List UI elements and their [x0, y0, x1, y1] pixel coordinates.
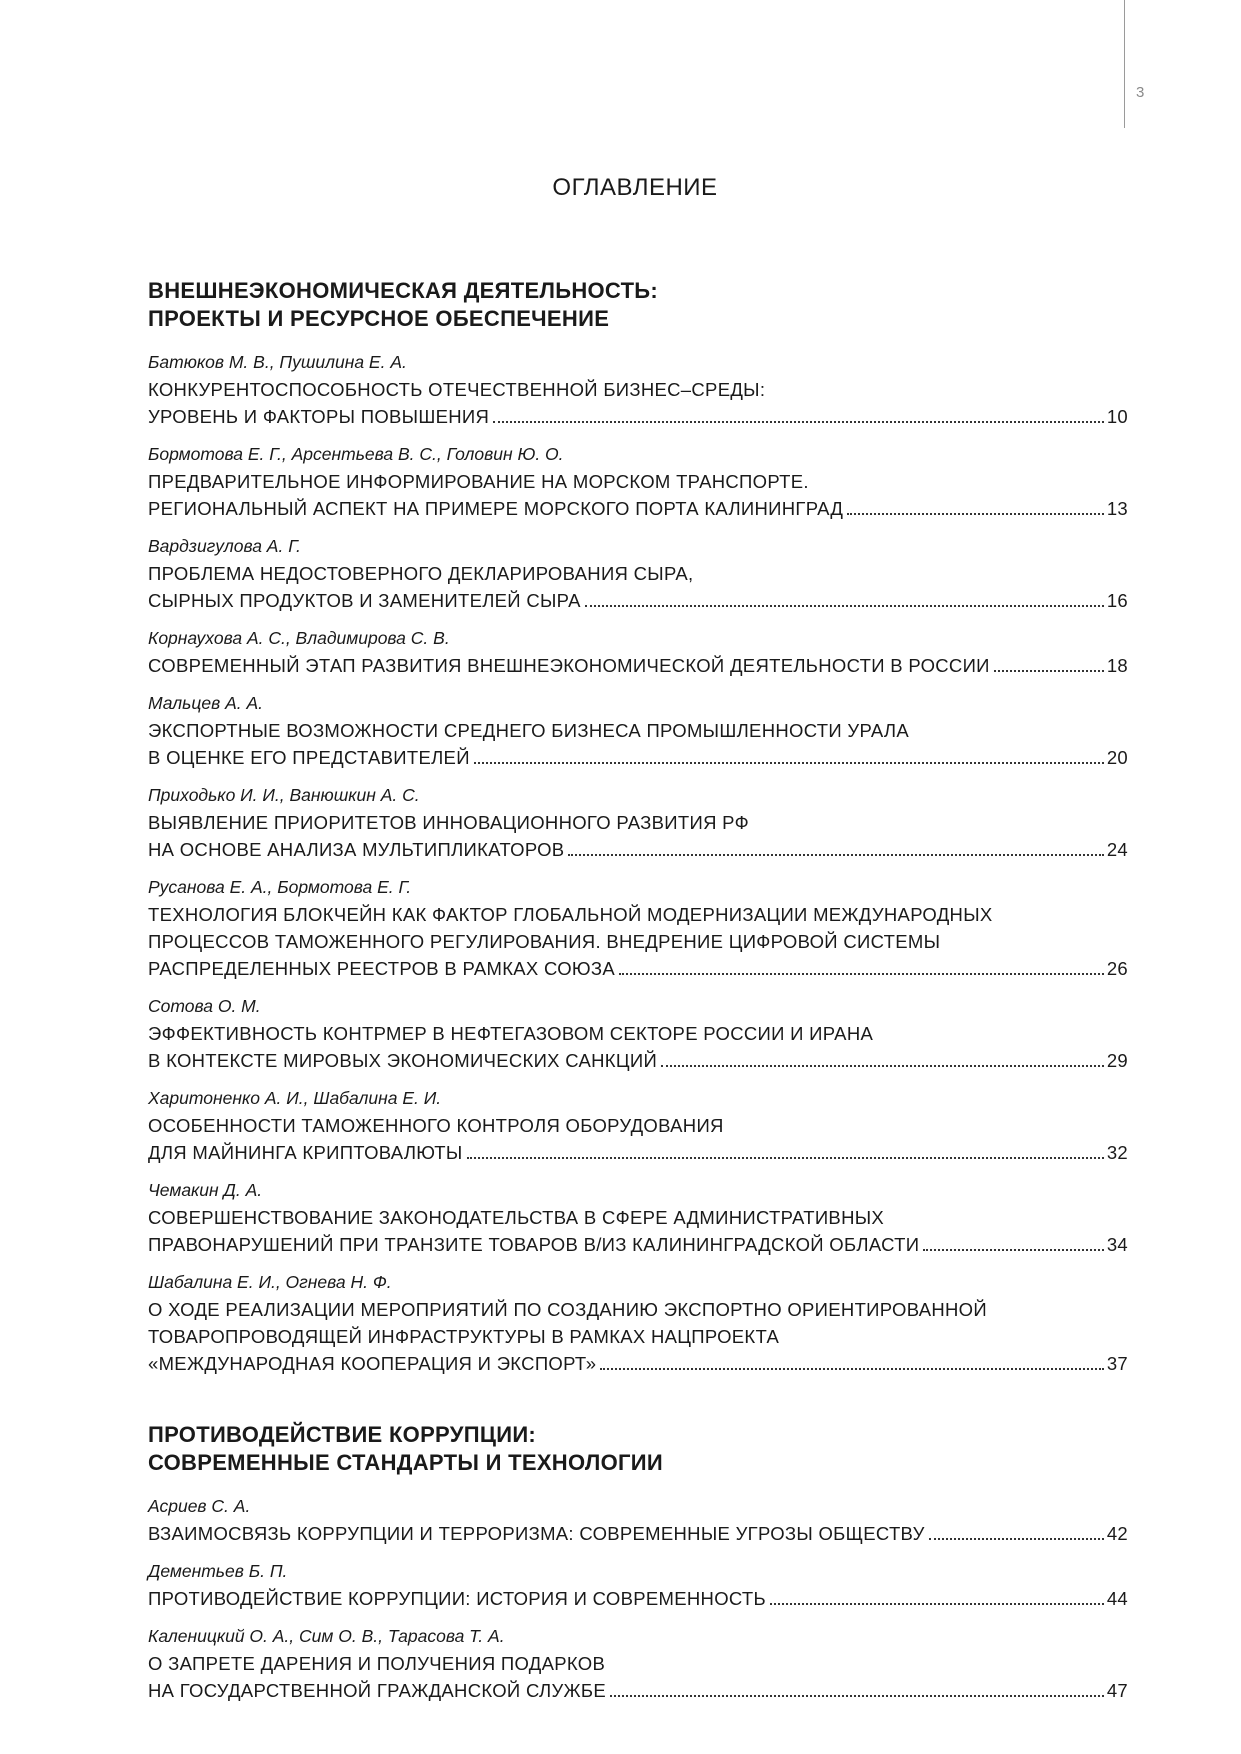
entry-title-line: СОВЕРШЕНСТВОВАНИЕ ЗАКОНОДАТЕЛЬСТВА В СФЕРЕ АДМИНИСТРАТИВНЫХ	[148, 1207, 885, 1228]
entry-page-number[interactable]: 44	[1106, 1588, 1128, 1609]
entry-title-row	[148, 652, 1128, 679]
entry-page-number[interactable]: 20	[1106, 747, 1128, 768]
entry-title-line: ДЛЯ МАЙНИНГА КРИПТОВАЛЮТЫ	[148, 1142, 463, 1163]
entry-title-line: СОВРЕМЕННЫЙ ЭТАП РАЗВИТИЯ ВНЕШНЕЭКОНОМИЧЕСКОЙ ДЕЯТЕЛЬНОСТИ В РОССИИ	[148, 655, 990, 676]
entry-title-row	[148, 495, 1128, 522]
entry-title-line: ЭФФЕКТИВНОСТЬ КОНТРМЕР В НЕФТЕГАЗОВОМ СЕКТОРЕ РОССИИ И ИРАНА	[148, 1023, 874, 1044]
entry-authors: Асриев С. А.	[148, 1496, 251, 1516]
entry-title-row	[148, 1585, 1128, 1612]
entry-page-number[interactable]: 18	[1106, 655, 1128, 676]
entry-title-line: РАСПРЕДЕЛЕННЫХ РЕЕСТРОВ В РАМКАХ СОЮЗА	[148, 958, 616, 979]
entry-page-number[interactable]: 13	[1106, 498, 1128, 519]
entry-title-line: НА ОСНОВЕ АНАЛИЗА МУЛЬТИПЛИКАТОРОВ	[148, 839, 565, 860]
dot-leader	[585, 605, 1104, 607]
entry-authors: Батюков М. В., Пушилина Е. А.	[148, 352, 407, 372]
dot-leader	[994, 670, 1104, 672]
entry-authors: Вардзигулова А. Г.	[148, 536, 301, 556]
table-of-contents	[148, 277, 1128, 1748]
entry-title-line: «МЕЖДУНАРОДНАЯ КООПЕРАЦИЯ И ЭКСПОРТ»	[148, 1353, 597, 1374]
entry-authors: Дементьев Б. П.	[148, 1561, 288, 1581]
entry-title-row	[148, 836, 1128, 863]
entry-page-number[interactable]: 34	[1106, 1234, 1128, 1255]
section-title-line: СОВРЕМЕННЫЕ СТАНДАРТЫ И ТЕХНОЛОГИИ	[148, 1450, 663, 1475]
entry-authors: Корнаухова А. С., Владимирова С. В.	[148, 628, 450, 648]
entry-title-row	[148, 1677, 1128, 1704]
entry-title-line: НА ГОСУДАРСТВЕННОЙ ГРАЖДАНСКОЙ СЛУЖБЕ	[148, 1680, 606, 1701]
dot-leader	[661, 1065, 1104, 1067]
dot-leader	[770, 1603, 1104, 1605]
entry-title-line: В КОНТЕКСТЕ МИРОВЫХ ЭКОНОМИЧЕСКИХ САНКЦИЙ	[148, 1050, 658, 1071]
toc-entry[interactable]	[148, 1085, 1128, 1166]
toc-entry[interactable]	[148, 874, 1128, 982]
dot-leader	[929, 1538, 1104, 1540]
entry-page-number[interactable]: 37	[1106, 1353, 1128, 1374]
entry-title-row	[148, 1047, 1128, 1074]
entry-page-number[interactable]: 42	[1106, 1523, 1128, 1544]
section-title	[148, 277, 1128, 333]
entry-title-line: ПРЕДВАРИТЕЛЬНОЕ ИНФОРМИРОВАНИЕ НА МОРСКОМ ТРАНСПОРТЕ.	[148, 471, 809, 492]
entry-authors: Чемакин Д. А.	[148, 1180, 263, 1200]
entry-title-line: ТОВАРОПРОВОДЯЩЕЙ ИНФРАСТРУКТУРЫ В РАМКАХ НАЦПРОЕКТА	[148, 1326, 780, 1347]
entry-title-line: ВЗАИМОСВЯЗЬ КОРРУПЦИИ И ТЕРРОРИЗМА: СОВРЕМЕННЫЕ УГРОЗЫ ОБЩЕСТВУ	[148, 1523, 925, 1544]
entry-page-number[interactable]: 24	[1106, 839, 1128, 860]
toc-entry[interactable]	[148, 782, 1128, 863]
entry-title-line: ПРАВОНАРУШЕНИЙ ПРИ ТРАНЗИТЕ ТОВАРОВ В/ИЗ КАЛИНИНГРАДСКОЙ ОБЛАСТИ	[148, 1234, 920, 1255]
toc-entry[interactable]	[148, 1558, 1128, 1612]
section-title-line: ВНЕШНЕЭКОНОМИЧЕСКАЯ ДЕЯТЕЛЬНОСТЬ:	[148, 278, 659, 303]
toc-entry[interactable]	[148, 1269, 1128, 1377]
entry-authors: Приходько И. И., Ванюшкин А. С.	[148, 785, 420, 805]
toc-entry[interactable]	[148, 690, 1128, 771]
entry-title-row	[148, 1520, 1128, 1547]
toc-entry[interactable]	[148, 1177, 1128, 1258]
dot-leader	[474, 762, 1104, 764]
dot-leader	[568, 854, 1103, 856]
entry-title-row	[148, 955, 1128, 982]
entry-authors: Сотова О. М.	[148, 996, 261, 1016]
section-title-line: ПРОЕКТЫ И РЕСУРСНОЕ ОБЕСПЕЧЕНИЕ	[148, 306, 610, 331]
entry-title-row	[148, 1139, 1128, 1166]
section-title	[148, 1421, 1128, 1477]
toc-entry[interactable]	[148, 1623, 1128, 1704]
dot-leader	[610, 1695, 1104, 1697]
entry-page-number[interactable]: 32	[1106, 1142, 1128, 1163]
entry-title-line: ПРОТИВОДЕЙСТВИЕ КОРРУПЦИИ: ИСТОРИЯ И СОВРЕМЕННОСТЬ	[148, 1588, 766, 1609]
entry-title-row	[148, 1350, 1128, 1377]
entry-title-line: О ЗАПРЕТЕ ДАРЕНИЯ И ПОЛУЧЕНИЯ ПОДАРКОВ	[148, 1653, 606, 1674]
entry-title-line: ЭКСПОРТНЫЕ ВОЗМОЖНОСТИ СРЕДНЕГО БИЗНЕСА ПРОМЫШЛЕННОСТИ УРАЛА	[148, 720, 909, 741]
entry-authors: Русанова Е. А., Бормотова Е. Г.	[148, 877, 412, 897]
entry-title-line: ПРОЦЕССОВ ТАМОЖЕННОГО РЕГУЛИРОВАНИЯ. ВНЕДРЕНИЕ ЦИФРОВОЙ СИСТЕМЫ	[148, 931, 941, 952]
toc-section	[148, 277, 1128, 1377]
toc-section	[148, 1421, 1128, 1704]
entry-title-line: РЕГИОНАЛЬНЫЙ АСПЕКТ НА ПРИМЕРЕ МОРСКОГО ПОРТА КАЛИНИНГРАД	[148, 498, 844, 519]
entry-page-number[interactable]: 47	[1106, 1680, 1128, 1701]
toc-entry[interactable]	[148, 993, 1128, 1074]
dot-leader	[493, 421, 1104, 423]
margin-rule	[1124, 0, 1125, 128]
entry-title-line: КОНКУРЕНТОСПОСОБНОСТЬ ОТЕЧЕСТВЕННОЙ БИЗНЕС–СРЕДЫ:	[148, 379, 766, 400]
entry-title-row	[148, 744, 1128, 771]
page-number: 3	[1136, 84, 1145, 101]
entry-title-line: ПРОБЛЕМА НЕДОСТОВЕРНОГО ДЕКЛАРИРОВАНИЯ СЫРА,	[148, 563, 694, 584]
entry-page-number[interactable]: 16	[1106, 590, 1128, 611]
toc-entry[interactable]	[148, 625, 1128, 679]
dot-leader	[600, 1368, 1104, 1370]
dot-leader	[467, 1157, 1104, 1159]
entry-title-line: О ХОДЕ РЕАЛИЗАЦИИ МЕРОПРИЯТИЙ ПО СОЗДАНИЮ ЭКСПОРТНО ОРИЕНТИРОВАННОЙ	[148, 1299, 987, 1320]
entry-title-line: ТЕХНОЛОГИЯ БЛОКЧЕЙН КАК ФАКТОР ГЛОБАЛЬНОЙ МОДЕРНИЗАЦИИ МЕЖДУНАРОДНЫХ	[148, 904, 993, 925]
entry-page-number[interactable]: 29	[1106, 1050, 1128, 1071]
entry-title-line: УРОВЕНЬ И ФАКТОРЫ ПОВЫШЕНИЯ	[148, 406, 490, 427]
entry-title-line: СЫРНЫХ ПРОДУКТОВ И ЗАМЕНИТЕЛЕЙ СЫРА	[148, 590, 581, 611]
entry-page-number[interactable]: 10	[1106, 406, 1128, 427]
toc-entry[interactable]	[148, 533, 1128, 614]
toc-entry[interactable]	[148, 349, 1128, 430]
entry-authors: Каленицкий О. А., Сим О. В., Тарасова Т. А.	[148, 1626, 505, 1646]
entry-page-number[interactable]: 26	[1106, 958, 1128, 979]
dot-leader	[923, 1249, 1103, 1251]
entry-title-row	[148, 587, 1128, 614]
page-title: ОГЛАВЛЕНИЕ	[552, 174, 718, 201]
dot-leader	[847, 513, 1104, 515]
dot-leader	[619, 973, 1104, 975]
entry-title-row	[148, 403, 1128, 430]
entry-title-line: ВЫЯВЛЕНИЕ ПРИОРИТЕТОВ ИННОВАЦИОННОГО РАЗВИТИЯ РФ	[148, 812, 749, 833]
entry-title-line: В ОЦЕНКЕ ЕГО ПРЕДСТАВИТЕЛЕЙ	[148, 747, 470, 768]
entry-authors: Харитоненко А. И., Шабалина Е. И.	[148, 1088, 442, 1108]
entry-title-row	[148, 1231, 1128, 1258]
toc-entry[interactable]	[148, 441, 1128, 522]
entry-authors: Мальцев А. А.	[148, 693, 264, 713]
toc-entry[interactable]	[148, 1493, 1128, 1547]
section-title-line: ПРОТИВОДЕЙСТВИЕ КОРРУПЦИИ:	[148, 1422, 537, 1447]
entry-authors: Шабалина Е. И., Огнева Н. Ф.	[148, 1272, 392, 1292]
entry-authors: Бормотова Е. Г., Арсентьева В. С., Головин Ю. О.	[148, 444, 564, 464]
entry-title-line: ОСОБЕННОСТИ ТАМОЖЕННОГО КОНТРОЛЯ ОБОРУДОВАНИЯ	[148, 1115, 724, 1136]
